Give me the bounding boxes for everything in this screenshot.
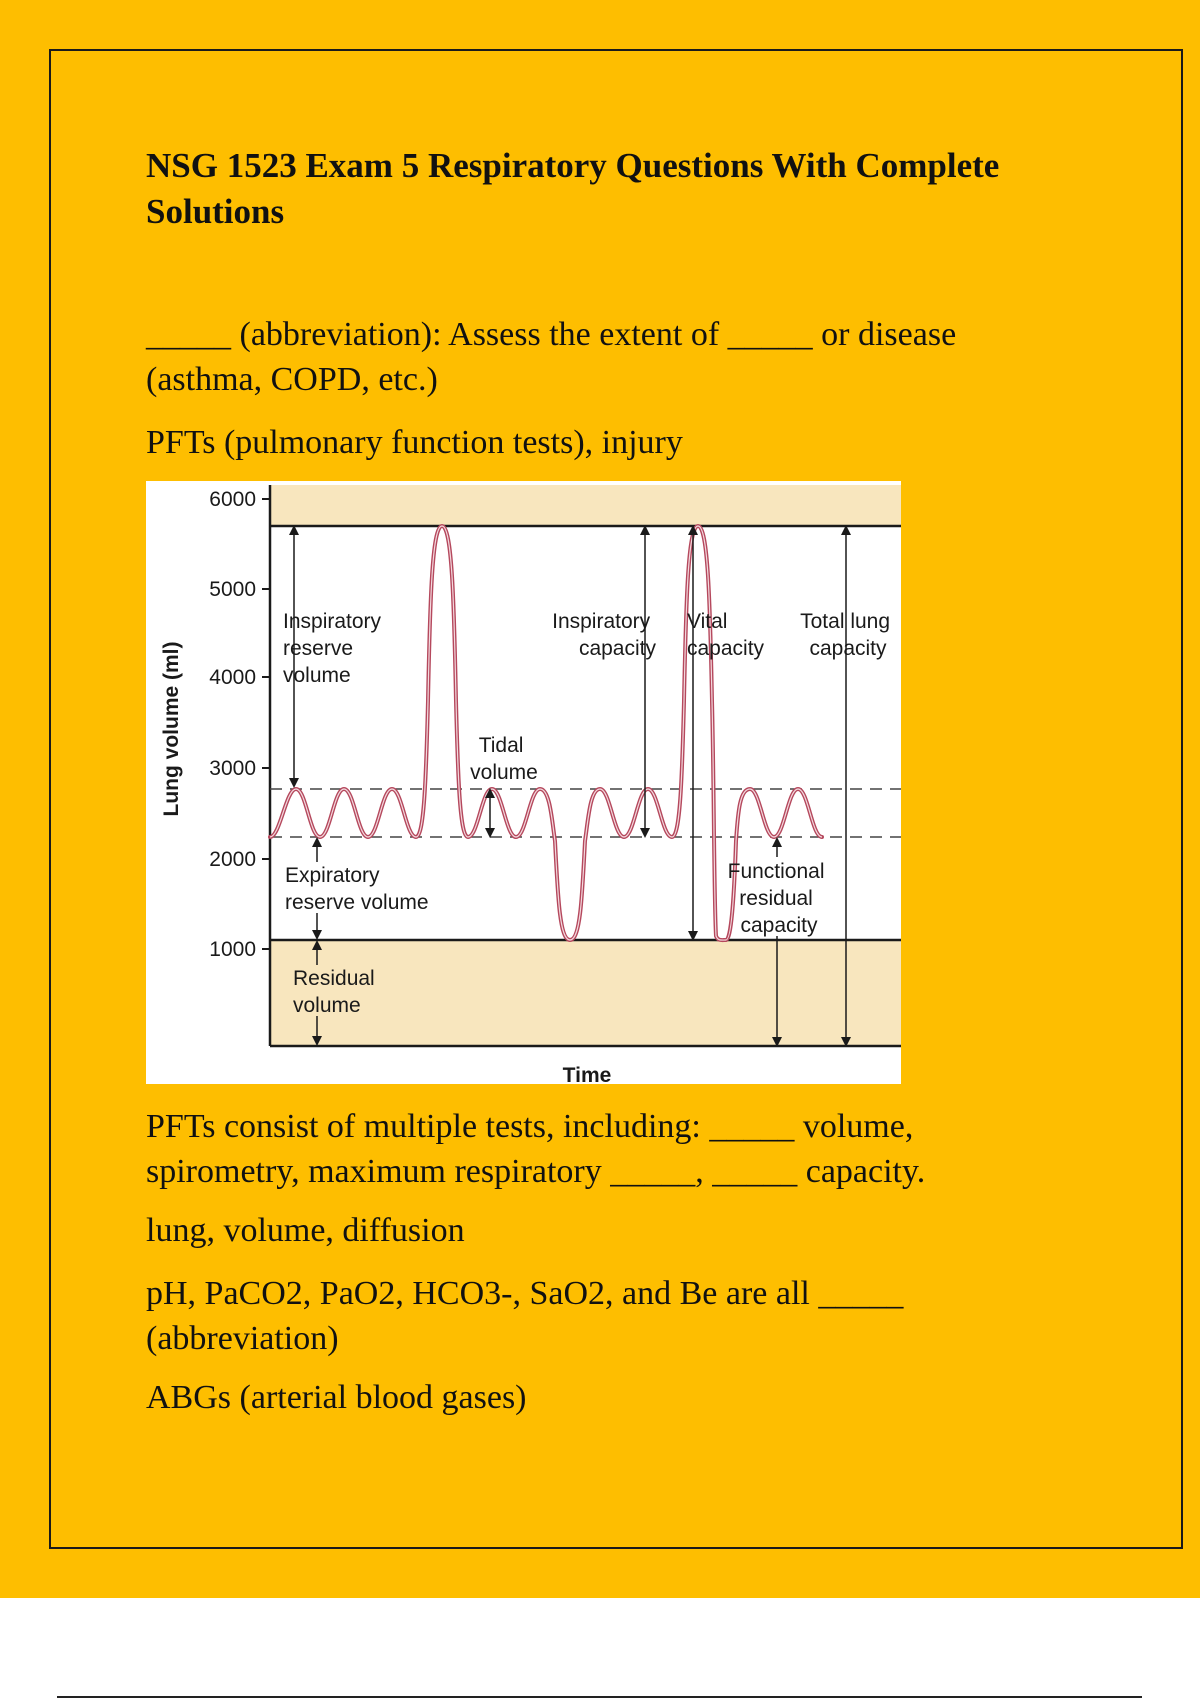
y-tick-label: 2000 bbox=[209, 848, 256, 871]
answer-3: ABGs (arterial blood gases) bbox=[146, 1379, 527, 1416]
y-tick-label: 6000 bbox=[209, 488, 256, 511]
x-axis-label: Time bbox=[562, 1064, 612, 1084]
vc-label: Vital capacity bbox=[687, 610, 765, 660]
tlc-label: Total lung capacity bbox=[800, 610, 891, 660]
document-title: NSG 1523 Exam 5 Respiratory Questions With Complete Solutions bbox=[146, 146, 1000, 231]
lower-shaded-band bbox=[270, 940, 901, 1046]
question-3: pH, PaCO2, PaO2, HCO3-, SaO2, and Be are all _____ (abbreviation) bbox=[146, 1275, 904, 1357]
y-tick-label: 4000 bbox=[209, 666, 256, 689]
lung-volumes-figure bbox=[146, 481, 901, 1084]
question-2: PFTs consist of multiple tests, including: _____ volume, spirometry, maximum respiratory _____, _____ capacity. bbox=[146, 1108, 926, 1190]
y-axis-ticks bbox=[209, 488, 270, 961]
y-tick-label: 1000 bbox=[209, 938, 256, 961]
irv-label: Inspiratory reserve volume bbox=[283, 610, 382, 687]
ic-label: Inspiratory capacity bbox=[552, 610, 656, 660]
footer-divider bbox=[57, 1696, 1142, 1698]
upper-shaded-band bbox=[270, 485, 901, 526]
erv-label: Expiratory reserve volume bbox=[285, 864, 429, 914]
question-1: _____ (abbreviation): Assess the extent of _____ or disease (asthma, COPD, etc.) bbox=[146, 316, 957, 398]
answer-2: lung, volume, diffusion bbox=[146, 1212, 465, 1249]
y-tick-label: 5000 bbox=[209, 578, 256, 601]
rv-label: Residual volume bbox=[293, 967, 375, 1017]
answer-1: PFTs (pulmonary function tests), injury bbox=[146, 424, 683, 461]
y-tick-label: 3000 bbox=[209, 757, 256, 780]
tidal-volume-label: Tidal volume bbox=[470, 734, 538, 784]
y-axis-label: Lung volume (ml) bbox=[160, 641, 183, 817]
frc-label: Functional residual capacity bbox=[727, 860, 825, 937]
